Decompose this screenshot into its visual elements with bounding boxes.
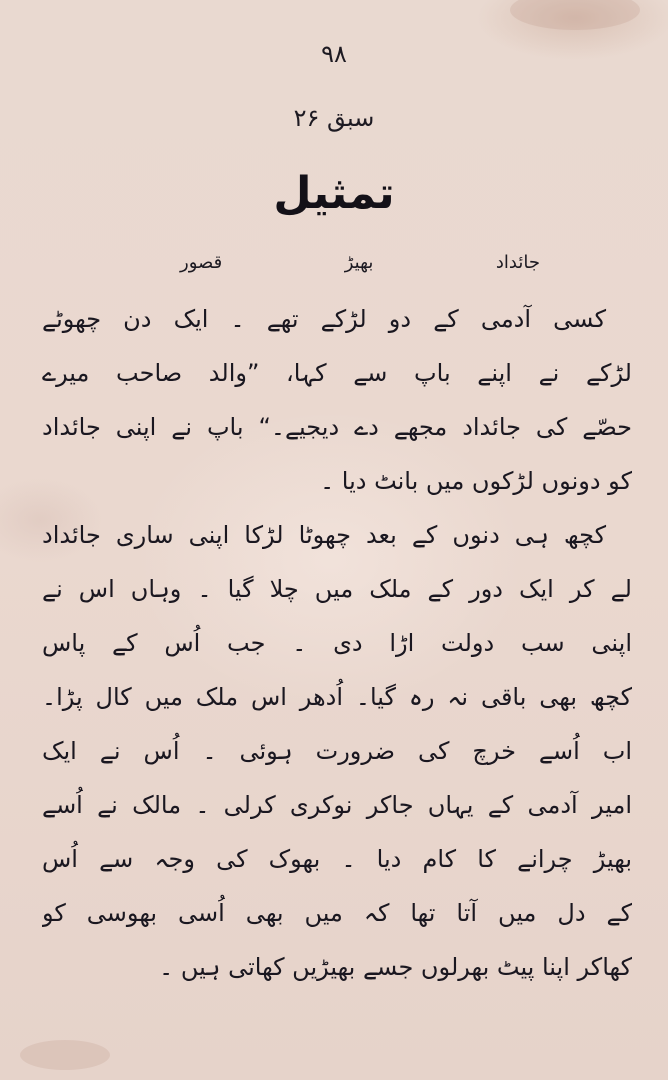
paper-stain <box>510 0 640 30</box>
text-line: کو دونوں لڑکوں میں بانٹ دیا ۔ <box>320 467 632 495</box>
vocabulary-word: جائداد <box>495 252 540 273</box>
lesson-title: تمثیل <box>273 168 395 219</box>
text-line: اب اُسے خرچ کی ضرورت ہوئی ۔ اُس نے ایک <box>42 737 632 765</box>
paper-stain <box>20 1040 110 1070</box>
text-line: امیر آدمی کے یہاں جاکر نوکری کرلی ۔ مالک نے اُسے <box>42 791 632 819</box>
text-line: کھاکر اپنا پیٹ بھرلوں جسے بھیڑیں کھاتی ہیں ۔ <box>159 953 632 981</box>
text-line: بھیڑ چرانے کا کام دیا ۔ بھوک کی وجہ سے اُس <box>42 845 632 873</box>
lesson-label: سبق ۲۶ <box>293 104 375 132</box>
text-line: لے کر ایک دور کے ملک میں چلا گیا ۔ وہاں اس نے <box>42 575 632 603</box>
vocabulary-word: قصور <box>180 252 223 273</box>
text-line: حصّے کی جائداد مجھے دے دیجیے۔“ باپ نے اپنی جائداد <box>42 413 632 441</box>
text-line: کے دل میں آتا تھا کہ میں بھی اُسی بھوسی کو <box>42 899 632 927</box>
text-line: کچھ بھی باقی نہ رہ گیا۔ اُدھر اس ملک میں کال پڑا۔ <box>42 683 632 711</box>
page-number: ۹۸ <box>321 40 347 68</box>
text-line: کچھ ہی دنوں کے بعد چھوٹا لڑکا اپنی ساری جائداد <box>42 521 606 549</box>
text-line: اپنی سب دولت اڑا دی ۔ جب اُس کے پاس <box>42 629 632 657</box>
vocabulary-list <box>180 252 540 273</box>
story-text <box>42 292 632 994</box>
text-line: کسی آدمی کے دو لڑکے تھے ۔ ایک دن چھوٹے <box>42 305 606 333</box>
vocabulary-word: بھیڑ <box>344 252 374 273</box>
text-line: لڑکے نے اپنے باپ سے کہا، ”والد صاحب میرے <box>42 359 632 387</box>
